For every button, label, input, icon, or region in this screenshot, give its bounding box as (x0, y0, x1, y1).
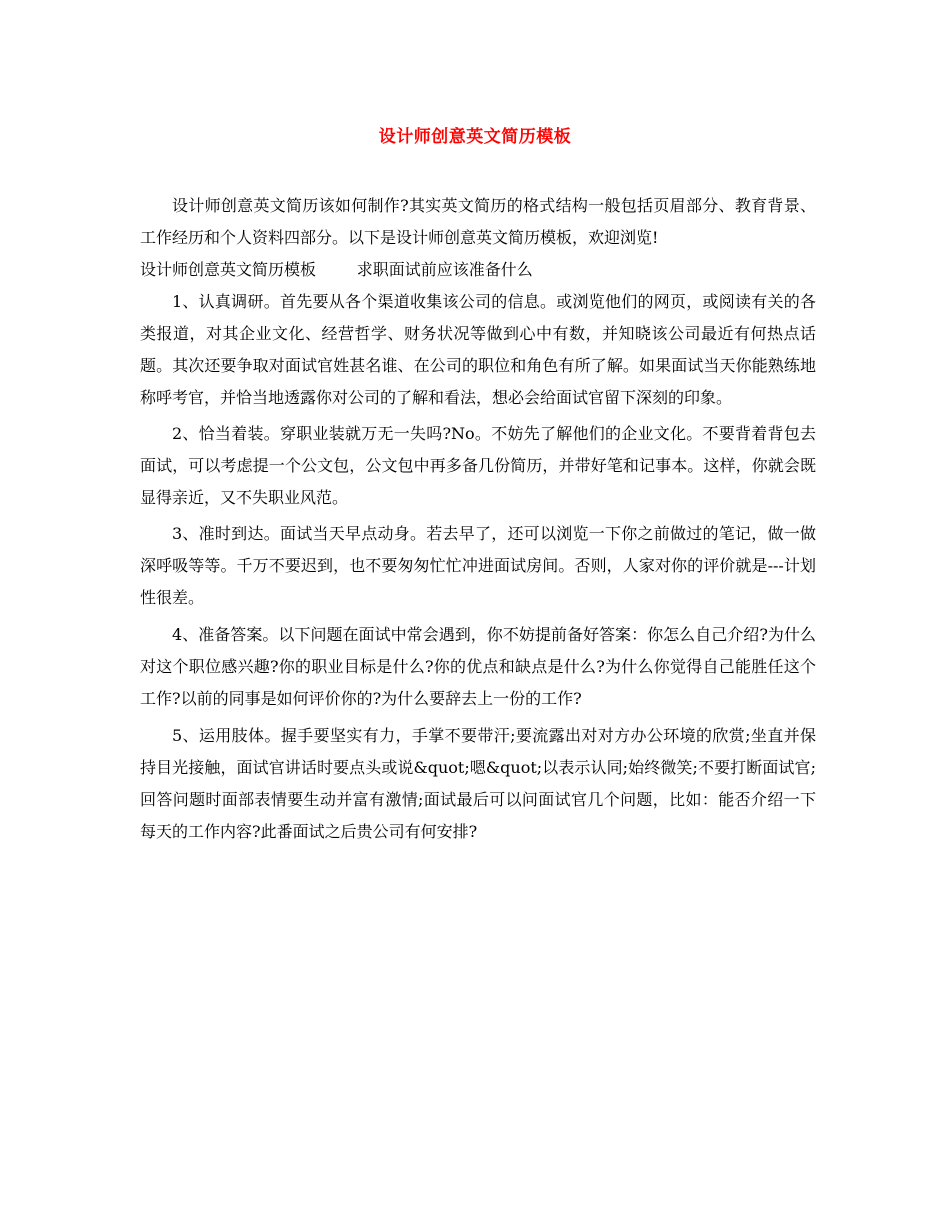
document-title: 设计师创意英文简历模板 (378, 127, 572, 147)
intro-paragraph: 设计师创意英文简历该如何制作?其实英文简历的格式结构一般包括页眉部分、教育背景、工作经历和个人资料四部分。以下是设计师创意英文简历模板，欢迎浏览! (140, 196, 816, 247)
paragraph-5: 5、运用肢体。握手要坚实有力，手掌不要带汗;要流露出对对方办公环境的欣赏;坐直并保持目光接触，面试官讲话时要点头或说&quot;嗯&quot;以表示认同;始终微笑;不要打断面试官;回答问题时面部表情要生动并富有激情;面试最后可以问面试官几个问题，比如：能否介绍一下每天的工作内容?此番面试之后贵公司有何安排? (140, 726, 816, 841)
subheading-line: 设计师创意英文简历模板 求职面试前应该准备什么 (140, 260, 533, 279)
paragraph-1: 1、认真调研。首先要从各个渠道收集该公司的信息。或浏览他们的网页，或阅读有关的各类报道，对其企业文化、经营哲学、财务状况等做到心中有数，并知晓该公司最近有何热点话题。其次还要争取对面试官姓甚名谁、在公司的职位和角色有所了解。如果面试当天你能熟练地称呼考官，并恰当地透露你对公司的了解和看法，想必会给面试官留下深刻的印象。 (140, 292, 816, 407)
paragraph-2: 2、恰当着装。穿职业装就万无一失吗?No。不妨先了解他们的企业文化。不要背着背包去面试，可以考虑提一个公文包，公文包中再多备几份简历，并带好笔和记事本。这样，你就会既显得亲近，又不失职业风范。 (140, 424, 816, 507)
paragraph-4: 4、准备答案。以下问题在面试中常会遇到，你不妨提前备好答案：你怎么自己介绍?为什么对这个职位感兴趣?你的职业目标是什么?你的优点和缺点是什么?为什么你觉得自己能胜任这个工作?以前的同事是如何评价你的?为什么要辞去上一份的工作? (140, 625, 816, 708)
paragraph-3: 3、准时到达。面试当天早点动身。若去早了，还可以浏览一下你之前做过的笔记，做一做深呼吸等等。千万不要迟到，也不要匆匆忙忙冲进面试房间。否则，人家对你的评价就是---计划性很差。 (140, 524, 816, 607)
document-body (140, 190, 816, 848)
